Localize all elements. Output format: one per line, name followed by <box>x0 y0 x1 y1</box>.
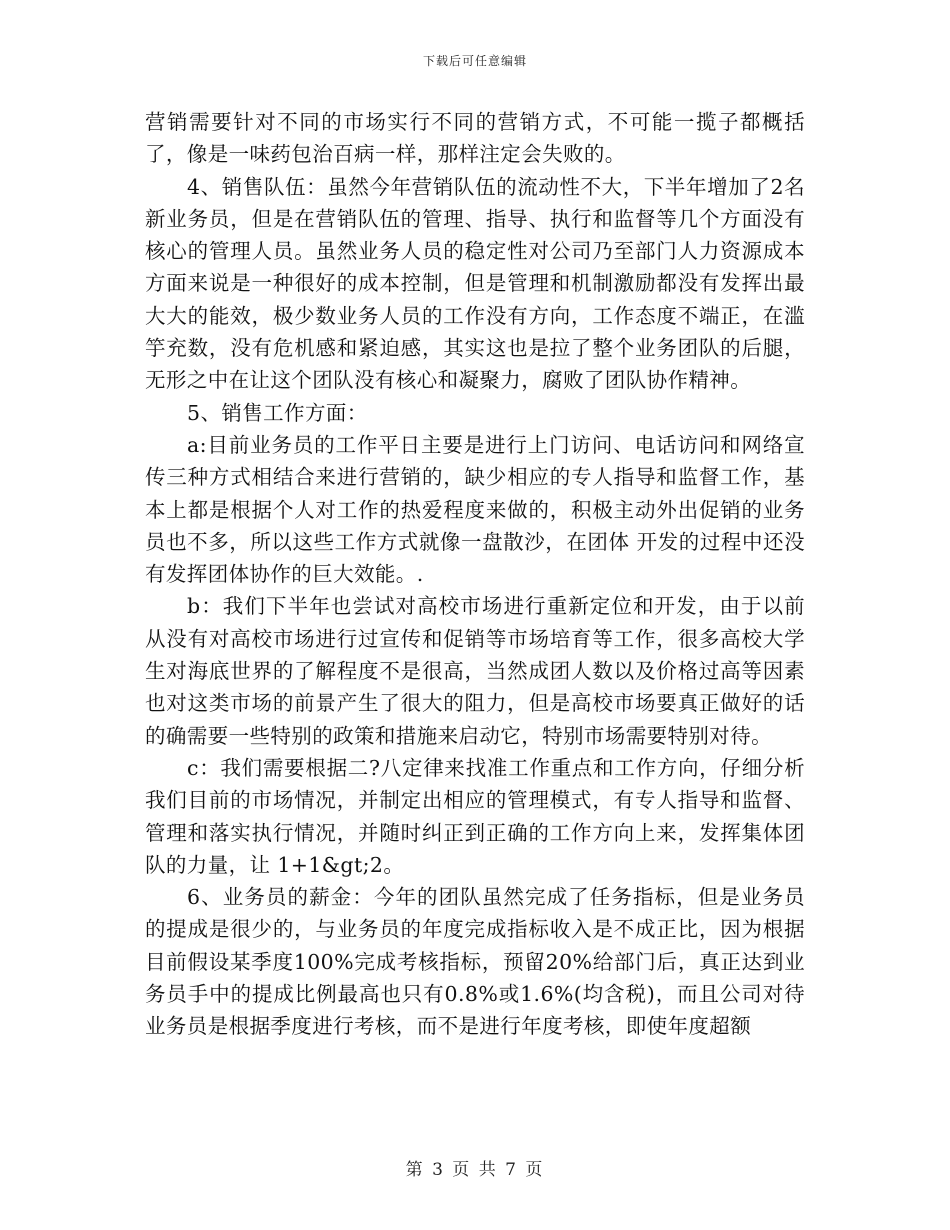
paragraph-item-a: a:目前业务员的工作平日主要是进行上门访问、电话访问和网络宣传三种方式相结合来进行营销的，缺少相应的专人指导和监督工作，基本上都是根据个人对工作的热爱程度来做的，积极主动外出促销的业务员也不多，所以这些工作方式就像一盘散沙，在团体 开发的过程中还没有发挥团体协作的巨大效能。. <box>145 432 805 587</box>
paragraph-item-c: c：我们需要根据二?八定律来找准工作重点和工作方向，仔细分析我们目前的市场情况，并制定出相应的管理模式，有专人指导和监督、管理和落实执行情况，并随时纠正到正确的工作方向上来，发挥集体团队的力量，让 1+1&gt;2。 <box>145 755 805 877</box>
document-body <box>145 106 805 1043</box>
paragraph-sales-work-heading: 5、销售工作方面： <box>187 400 368 425</box>
page-header: 下载后可任意编辑 <box>422 54 527 68</box>
paragraph-sales-team: 4、销售队伍：虽然今年营销队伍的流动性不大，下半年增加了2名新业务员，但是在营销队伍的管理、指导、执行和监督等几个方面没有核心的管理人员。虽然业务人员的稳定性对公司乃至部门人力资源成本方面来说是一种很好的成本控制，但是管理和机制激励都没有发挥出最大大的能效，极少数业务人员的工作没有方向，工作态度不端正，在滥竽充数，没有危机感和紧迫感，其实这也是拉了整个业务团队的后腿，无形之中在让这个团队没有核心和凝聚力，腐败了团队协作精神。 <box>145 174 805 393</box>
paragraph-salesperson-salary: 6、业务员的薪金：今年的团队虽然完成了任务指标，但是业务员的提成是很少的，与业务员的年度完成指标收入是不成正比，因为根据目前假设某季度100%完成考核指标，预留20%给部门后，真正达到业务员手中的提成比例最高也只有0.8%或1.6%(均含税)，而且公司对待业务员是根据季度进行考核，而不是进行年度考核，即使年度超额 <box>145 885 805 1039</box>
paragraph-item-b: b：我们下半年也尝试对高校市场进行重新定位和开发，由于以前从没有对高校市场进行过宣传和促销等市场培育等工作，很多高校大学生对海底世界的了解程度不是很高，当然成团人数以及价格过高等因素也对这类市场的前景产生了很大的阻力，但是高校市场要真正做好的话的确需要一些特别的政策和措施来启动它，特别市场需要特别对待。 <box>145 594 805 748</box>
paragraph-continuation: 营销需要针对不同的市场实行不同的营销方式，不可能一揽子都概括了，像是一味药包治百病一样，那样注定会失败的。 <box>145 110 805 167</box>
page-number: 第 3 页 共 7 页 <box>405 1160 545 1180</box>
